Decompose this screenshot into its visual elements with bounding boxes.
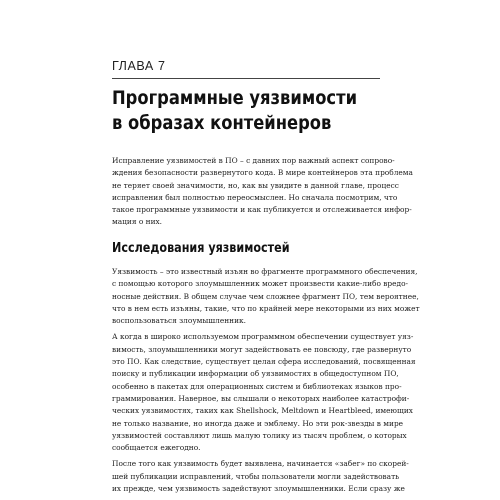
text-line: ческих уязвимостях, таких как Shellshock, Meltdown и Heartbleed, имеющих — [112, 406, 413, 416]
text-line: мация о них. — [112, 217, 163, 227]
text-line: что в нем есть изъяны, такие, что по крайней мере некоторыми из них может — [112, 303, 420, 313]
text-line: исправления был полностью переосмыслен. Но сначала посмотрим, что — [112, 192, 398, 202]
text-line: не только название, но иногда даже и эмблему. Но эти рок-звезды в мире — [112, 418, 404, 428]
text-line: их прежде, чем уязвимость задействуют злоумышленники. Если сразу же — [112, 484, 405, 494]
text-line: ждения безопасности развернутого кода. В мире контейнеров эта проблема — [112, 168, 413, 178]
chapter-title-line: в образах контейнеров — [112, 112, 332, 134]
text-line: воспользоваться злоумышленник. — [112, 316, 246, 326]
paragraph — [112, 266, 420, 327]
text-line: не теряет своей значимости, но, как вы увидите в данной главе, процесс — [112, 180, 399, 190]
text-line: Уязвимость – это известный изъян во фрагменте программного обеспечения, — [112, 267, 418, 276]
chapter-label: ГЛАВА 7 — [112, 59, 166, 73]
text-line: особенно в пакетах для операционных систем и библиотеках языков про- — [112, 381, 402, 391]
text-line: с помощью которого злоумышленник может произвести какие-либо вредо- — [112, 279, 409, 289]
chapter-divider — [112, 78, 380, 79]
text-line: поиску и публикации информации об уязвимостях в общедоступном ПО, — [112, 369, 399, 379]
chapter-title-line: Программные уязвимости — [112, 87, 358, 109]
text-line: шей публикации исправлений, чтобы пользователи могли задействовать — [112, 471, 400, 481]
text-line: это ПО. Как следствие, существует целая сфера исследований, посвященная — [112, 357, 416, 367]
text-line: После того как уязвимость будет выявлена, начинается «забег» по скорей- — [112, 459, 409, 469]
chapter-title — [112, 86, 379, 136]
intro-paragraph — [112, 155, 413, 229]
text-line: А когда в широко используемом программном обеспечении существует уяз- — [112, 332, 414, 342]
text-line: граммирования. Наверное, вы слышали о некоторых наиболее катастрофи- — [112, 393, 410, 403]
section-heading: Исследования уязвимостей — [112, 241, 290, 256]
text-line: такое программные уязвимости и как публикуется и отслеживается инфор- — [112, 205, 412, 215]
text-line: уязвимостей составляют лишь малую толику из тысяч проблем, о которых — [112, 430, 407, 440]
paragraph — [112, 331, 416, 454]
text-line: Исправление уязвимостей в ПО – с давних пор важный аспект сопрово- — [112, 156, 395, 165]
body-text — [112, 266, 420, 499]
text-line: носные действия. В общем случае чем сложнее фрагмент ПО, тем вероятнее, — [112, 291, 419, 301]
text-line: вимость, злоумышленники могут задействовать ее повсюду, где развернуто — [112, 344, 412, 354]
paragraph — [112, 458, 409, 495]
text-line: сообщается ежегодно. — [112, 443, 201, 453]
